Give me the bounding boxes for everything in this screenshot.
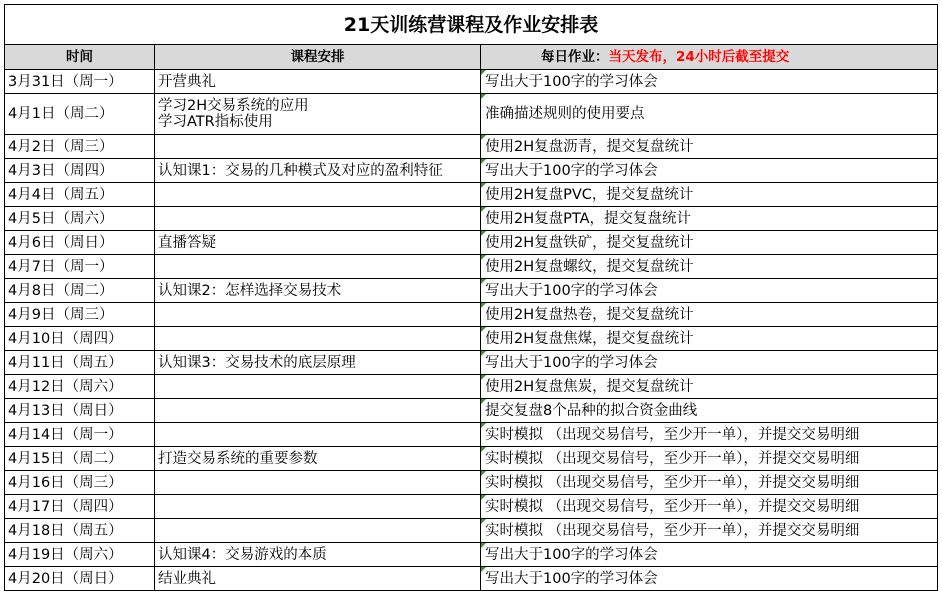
header-time[interactable]: 时间 bbox=[5, 45, 155, 70]
cell-comment-flag-icon bbox=[481, 519, 486, 524]
table-row bbox=[5, 70, 938, 94]
cell-date[interactable]: 4月6日（周日） bbox=[5, 231, 155, 255]
cell-comment-flag-icon bbox=[481, 471, 486, 476]
table-row bbox=[5, 183, 938, 207]
table-row bbox=[5, 567, 938, 591]
cell-date[interactable]: 4月5日（周六） bbox=[5, 207, 155, 231]
cell-schedule[interactable] bbox=[155, 135, 481, 159]
homework-text: 使用2H复盘热卷，提交复盘统计 bbox=[485, 306, 694, 323]
table-row bbox=[5, 471, 938, 495]
cell-homework[interactable] bbox=[481, 471, 938, 495]
cell-date[interactable]: 4月1日（周二） bbox=[5, 94, 155, 135]
cell-comment-flag-icon bbox=[481, 303, 486, 308]
homework-text: 写出大于100字的学习体会 bbox=[485, 73, 658, 90]
homework-text: 使用2H复盘沥青，提交复盘统计 bbox=[485, 138, 694, 155]
cell-date[interactable]: 4月4日（周五） bbox=[5, 183, 155, 207]
cell-schedule[interactable] bbox=[155, 183, 481, 207]
cell-homework[interactable] bbox=[481, 423, 938, 447]
cell-comment-flag-icon bbox=[481, 207, 486, 212]
cell-schedule[interactable] bbox=[155, 94, 481, 135]
cell-date[interactable]: 4月20日（周日） bbox=[5, 567, 155, 591]
cell-homework[interactable] bbox=[481, 231, 938, 255]
homework-text: 提交复盘8个品种的拟合资金曲线 bbox=[485, 402, 698, 419]
header-homework-label: 每日作业： bbox=[541, 49, 609, 65]
cell-schedule[interactable] bbox=[155, 303, 481, 327]
cell-date[interactable]: 4月19日（周六） bbox=[5, 543, 155, 567]
table-row bbox=[5, 375, 938, 399]
homework-text: 写出大于100字的学习体会 bbox=[485, 570, 658, 587]
table-title[interactable]: 21天训练营课程及作业安排表 bbox=[5, 5, 938, 45]
cell-schedule[interactable] bbox=[155, 519, 481, 543]
table-row bbox=[5, 135, 938, 159]
cell-schedule[interactable] bbox=[155, 447, 481, 471]
cell-date[interactable]: 4月11日（周五） bbox=[5, 351, 155, 375]
cell-homework[interactable] bbox=[481, 495, 938, 519]
cell-comment-flag-icon bbox=[481, 543, 486, 548]
homework-text: 实时模拟 （出现交易信号，至少开一单），并提交交易明细 bbox=[485, 450, 860, 467]
cell-comment-flag-icon bbox=[481, 94, 486, 99]
cell-schedule[interactable] bbox=[155, 399, 481, 423]
schedule-line: 认知课3：交易技术的底层原理 bbox=[158, 354, 356, 371]
cell-homework[interactable] bbox=[481, 255, 938, 279]
homework-text: 使用2H复盘螺纹，提交复盘统计 bbox=[485, 258, 694, 275]
cell-comment-flag-icon bbox=[481, 567, 486, 572]
cell-schedule[interactable] bbox=[155, 471, 481, 495]
cell-comment-flag-icon bbox=[481, 423, 486, 428]
cell-schedule[interactable] bbox=[155, 495, 481, 519]
cell-schedule[interactable] bbox=[155, 255, 481, 279]
cell-schedule[interactable] bbox=[155, 567, 481, 591]
cell-date[interactable]: 4月14日（周一） bbox=[5, 423, 155, 447]
schedule-line: 直播答疑 bbox=[158, 234, 216, 251]
schedule-line: 开营典礼 bbox=[158, 73, 216, 90]
homework-text: 实时模拟 （出现交易信号，至少开一单），并提交交易明细 bbox=[485, 426, 860, 443]
header-homework[interactable] bbox=[481, 45, 938, 70]
cell-schedule[interactable] bbox=[155, 279, 481, 303]
cell-date[interactable]: 4月9日（周三） bbox=[5, 303, 155, 327]
cell-comment-flag-icon bbox=[481, 70, 486, 75]
cell-comment-flag-icon bbox=[481, 327, 486, 332]
cell-homework[interactable] bbox=[481, 279, 938, 303]
cell-date[interactable]: 4月12日（周六） bbox=[5, 375, 155, 399]
cell-homework[interactable] bbox=[481, 543, 938, 567]
schedule-line: 认知课2：怎样选择交易技术 bbox=[158, 282, 342, 299]
cell-homework[interactable] bbox=[481, 375, 938, 399]
cell-schedule[interactable] bbox=[155, 231, 481, 255]
cell-comment-flag-icon bbox=[481, 231, 486, 236]
cell-homework[interactable] bbox=[481, 567, 938, 591]
cell-comment-flag-icon bbox=[481, 495, 486, 500]
cell-date[interactable]: 4月10日（周四） bbox=[5, 327, 155, 351]
cell-homework[interactable] bbox=[481, 159, 938, 183]
table-row bbox=[5, 207, 938, 231]
schedule-line: 认知课4：交易游戏的本质 bbox=[158, 546, 327, 563]
homework-text: 写出大于100字的学习体会 bbox=[485, 162, 658, 179]
cell-schedule[interactable] bbox=[155, 543, 481, 567]
homework-text: 使用2H复盘焦煤，提交复盘统计 bbox=[485, 330, 694, 347]
homework-text: 写出大于100字的学习体会 bbox=[485, 546, 658, 563]
cell-date[interactable]: 4月13日（周日） bbox=[5, 399, 155, 423]
table-row bbox=[5, 447, 938, 471]
cell-schedule[interactable] bbox=[155, 327, 481, 351]
cell-schedule[interactable] bbox=[155, 70, 481, 94]
cell-schedule[interactable] bbox=[155, 375, 481, 399]
cell-date[interactable]: 4月3日（周四） bbox=[5, 159, 155, 183]
title-row bbox=[5, 5, 938, 45]
cell-date[interactable]: 4月7日（周一） bbox=[5, 255, 155, 279]
table-row bbox=[5, 231, 938, 255]
cell-comment-flag-icon bbox=[481, 447, 486, 452]
cell-schedule[interactable] bbox=[155, 351, 481, 375]
homework-text: 写出大于100字的学习体会 bbox=[485, 354, 658, 371]
table-row bbox=[5, 327, 938, 351]
homework-text: 准确描述规则的使用要点 bbox=[485, 106, 645, 122]
cell-date[interactable]: 4月2日（周三） bbox=[5, 135, 155, 159]
cell-date[interactable]: 4月15日（周二） bbox=[5, 447, 155, 471]
cell-date[interactable]: 4月18日（周五） bbox=[5, 519, 155, 543]
cell-date[interactable]: 4月17日（周四） bbox=[5, 495, 155, 519]
homework-text: 实时模拟 （出现交易信号，至少开一单），并提交交易明细 bbox=[485, 474, 860, 491]
cell-comment-flag-icon bbox=[481, 255, 486, 260]
homework-text: 实时模拟 （出现交易信号，至少开一单），并提交交易明细 bbox=[485, 498, 860, 515]
schedule-line: 学习2H交易系统的应用 bbox=[158, 98, 309, 114]
cell-comment-flag-icon bbox=[481, 351, 486, 356]
cell-date[interactable]: 4月8日（周二） bbox=[5, 279, 155, 303]
cell-homework[interactable] bbox=[481, 303, 938, 327]
cell-homework[interactable] bbox=[481, 351, 938, 375]
schedule-line: 打造交易系统的重要参数 bbox=[158, 450, 318, 467]
cell-comment-flag-icon bbox=[481, 159, 486, 164]
cell-homework[interactable] bbox=[481, 399, 938, 423]
table-row bbox=[5, 543, 938, 567]
schedule-line: 学习ATR指标使用 bbox=[158, 114, 273, 130]
cell-date[interactable]: 4月16日（周三） bbox=[5, 471, 155, 495]
cell-homework[interactable] bbox=[481, 94, 938, 135]
cell-comment-flag-icon bbox=[481, 399, 486, 404]
cell-homework[interactable] bbox=[481, 519, 938, 543]
table-row bbox=[5, 255, 938, 279]
header-row bbox=[5, 45, 938, 70]
table-row bbox=[5, 279, 938, 303]
table-row bbox=[5, 399, 938, 423]
table-row bbox=[5, 495, 938, 519]
schedule-line: 结业典礼 bbox=[158, 570, 216, 587]
cell-homework[interactable] bbox=[481, 447, 938, 471]
cell-homework[interactable] bbox=[481, 207, 938, 231]
table-row bbox=[5, 423, 938, 447]
cell-comment-flag-icon bbox=[481, 183, 486, 188]
cell-comment-flag-icon bbox=[481, 135, 486, 140]
homework-text: 写出大于100字的学习体会 bbox=[485, 282, 658, 299]
homework-text: 使用2H复盘铁矿，提交复盘统计 bbox=[485, 234, 694, 251]
cell-schedule[interactable] bbox=[155, 423, 481, 447]
cell-homework[interactable] bbox=[481, 183, 938, 207]
header-schedule[interactable]: 课程安排 bbox=[155, 45, 481, 70]
cell-schedule[interactable] bbox=[155, 207, 481, 231]
schedule-table bbox=[4, 4, 938, 591]
cell-homework[interactable] bbox=[481, 327, 938, 351]
homework-text: 使用2H复盘PTA，提交复盘统计 bbox=[485, 210, 692, 227]
homework-text: 使用2H复盘PVC，提交复盘统计 bbox=[485, 186, 694, 203]
homework-text: 使用2H复盘焦炭，提交复盘统计 bbox=[485, 378, 694, 395]
table-row bbox=[5, 94, 938, 135]
table-row bbox=[5, 519, 938, 543]
cell-homework[interactable] bbox=[481, 70, 938, 94]
table-row bbox=[5, 351, 938, 375]
table-row bbox=[5, 159, 938, 183]
cell-comment-flag-icon bbox=[481, 279, 486, 284]
cell-date[interactable]: 3月31日（周一） bbox=[5, 70, 155, 94]
header-homework-note: 当天发布，24小时后截至提交 bbox=[608, 49, 790, 65]
cell-schedule[interactable] bbox=[155, 159, 481, 183]
cell-homework[interactable] bbox=[481, 135, 938, 159]
cell-comment-flag-icon bbox=[481, 375, 486, 380]
homework-text: 实时模拟 （出现交易信号，至少开一单），并提交交易明细 bbox=[485, 522, 860, 539]
schedule-line: 认知课1：交易的几种模式及对应的盈利特征 bbox=[158, 162, 443, 179]
table-row bbox=[5, 303, 938, 327]
